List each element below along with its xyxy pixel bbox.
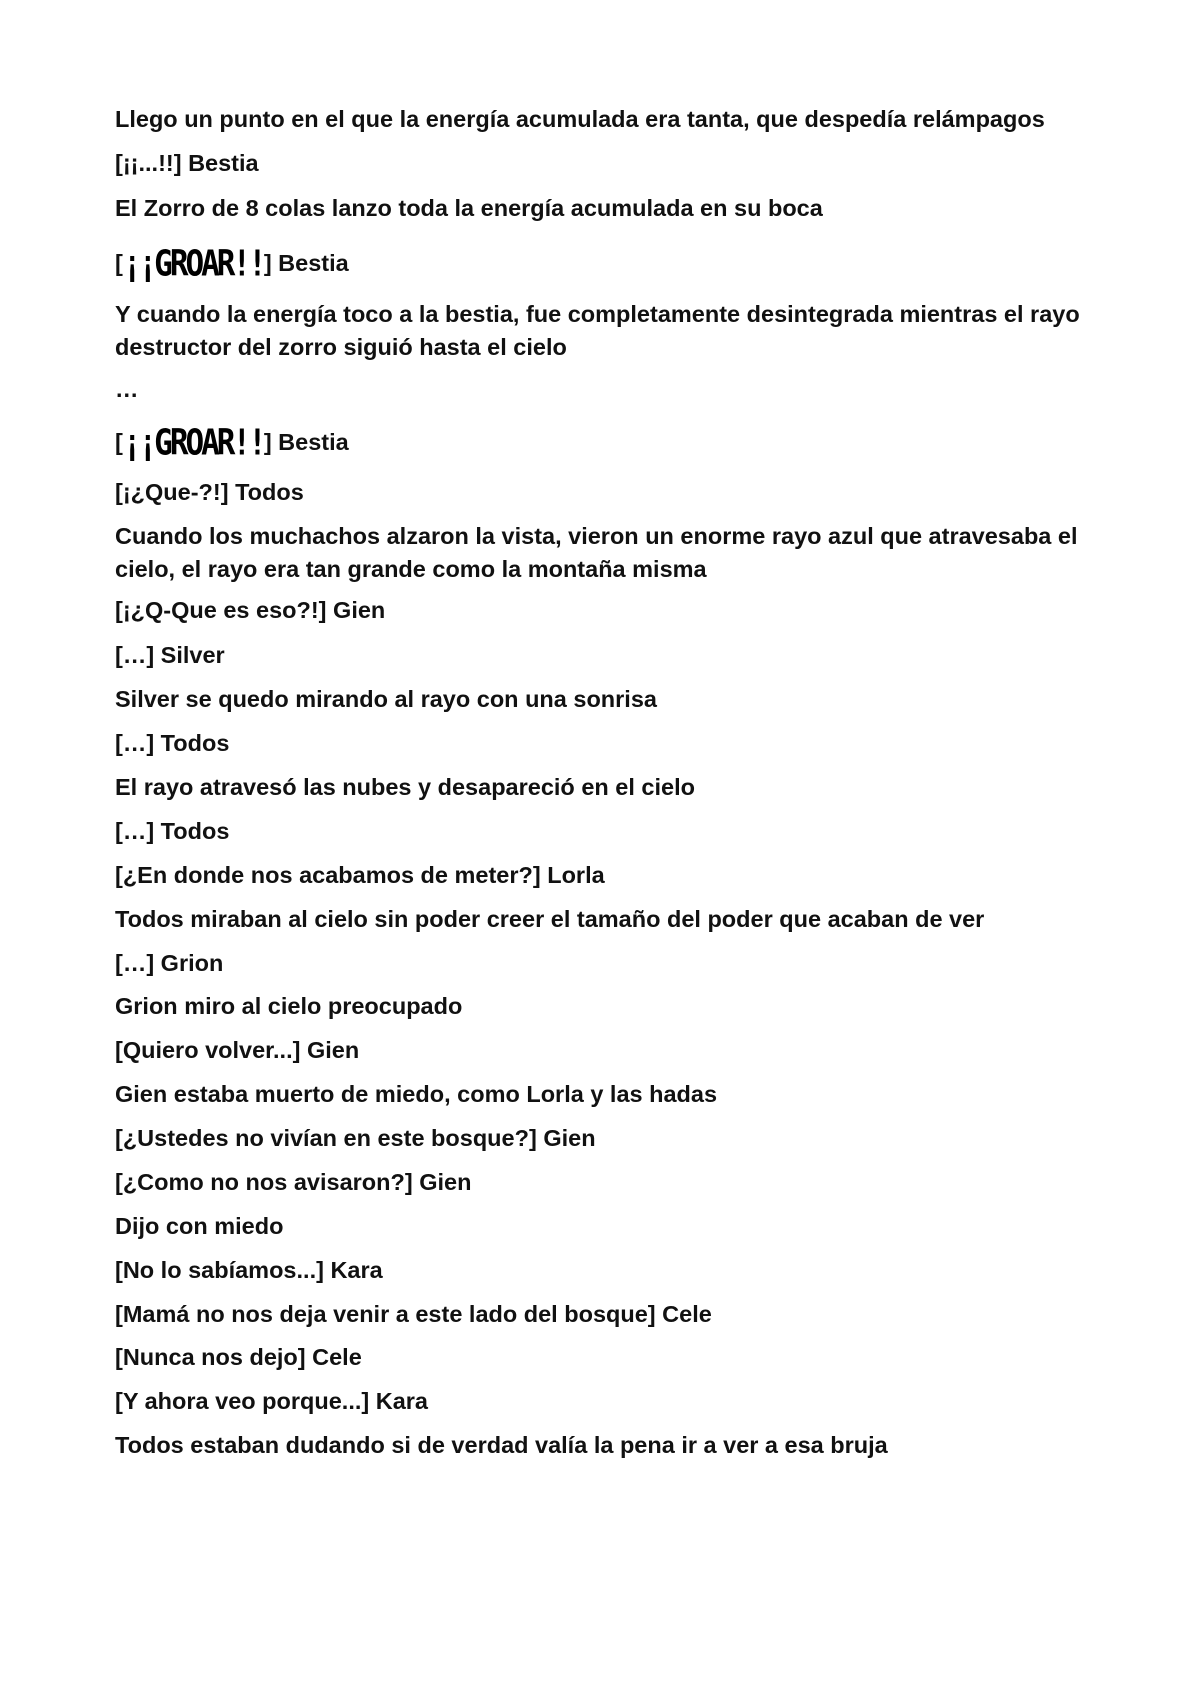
narration-paragraph: Y cuando la energía toco a la bestia, fue completamente desintegrada mientras el rayo destructor del zorro siguió hasta el cielo — [115, 301, 1080, 360]
dialogue-line: [No lo sabíamos...] Kara — [115, 1257, 383, 1283]
narration-line: Gien estaba muerto de miedo, como Lorla y las hadas — [115, 1081, 718, 1107]
speaker-name: Bestia — [278, 250, 349, 276]
narration-line: Llego un punto en el que la energía acumulada era tanta, que despedía relámpagos — [115, 106, 1045, 132]
bracket-close: ] — [263, 429, 272, 455]
narration-line: Todos miraban al cielo sin poder creer el tamaño del poder que acaban de ver — [115, 906, 985, 932]
groar-sound-effect: ¡¡GROAR!! — [122, 422, 264, 464]
narration-line: Silver se quedo mirando al rayo con una sonrisa — [115, 686, 657, 712]
bracket-open: [ — [115, 250, 123, 276]
dialogue-line: […] Todos — [115, 730, 230, 756]
dialogue-line: […] Silver — [115, 642, 225, 668]
dialogue-line: [¿Como no nos avisaron?] Gien — [115, 1169, 472, 1195]
narration-line: El Zorro de 8 colas lanzo toda la energía acumulada en su boca — [115, 195, 823, 221]
ellipsis-line: … — [115, 376, 139, 402]
groar-sound-effect: ¡¡GROAR!! — [122, 243, 264, 285]
narration-line: El rayo atravesó las nubes y desapareció en el cielo — [115, 774, 695, 800]
dialogue-line: [¡¿Que-?!] Todos — [115, 479, 304, 505]
dialogue-line: [¡¡...!!] Bestia — [115, 150, 259, 176]
dialogue-line: [¿Ustedes no vivían en este bosque?] Gien — [115, 1125, 596, 1151]
bracket-close: ] — [263, 250, 272, 276]
roar-line — [115, 243, 1085, 285]
dialogue-line: […] Grion — [115, 950, 224, 976]
speaker-name: Bestia — [278, 429, 349, 455]
dialogue-line: [¿En donde nos acabamos de meter?] Lorla — [115, 862, 605, 888]
dialogue-line: [Quiero volver...] Gien — [115, 1037, 360, 1063]
narration-line: Dijo con miedo — [115, 1213, 284, 1239]
narration-line: Grion miro al cielo preocupado — [115, 993, 463, 1019]
dialogue-line: [Mamá no nos deja venir a este lado del bosque] Cele — [115, 1301, 712, 1327]
dialogue-line: […] Todos — [115, 818, 230, 844]
dialogue-line: [Nunca nos dejo] Cele — [115, 1344, 362, 1370]
dialogue-line: [¡¿Q-Que es eso?!] Gien — [115, 597, 386, 623]
dialogue-line: [Y ahora veo porque...] Kara — [115, 1388, 428, 1414]
narration-line: Todos estaban dudando si de verdad valía la pena ir a ver a esa bruja — [115, 1432, 888, 1458]
narration-paragraph: Cuando los muchachos alzaron la vista, vieron un enorme rayo azul que atravesaba el cielo, el rayo era tan grande como la montaña misma — [115, 523, 1078, 582]
roar-line — [115, 422, 1085, 464]
bracket-open: [ — [115, 429, 123, 455]
